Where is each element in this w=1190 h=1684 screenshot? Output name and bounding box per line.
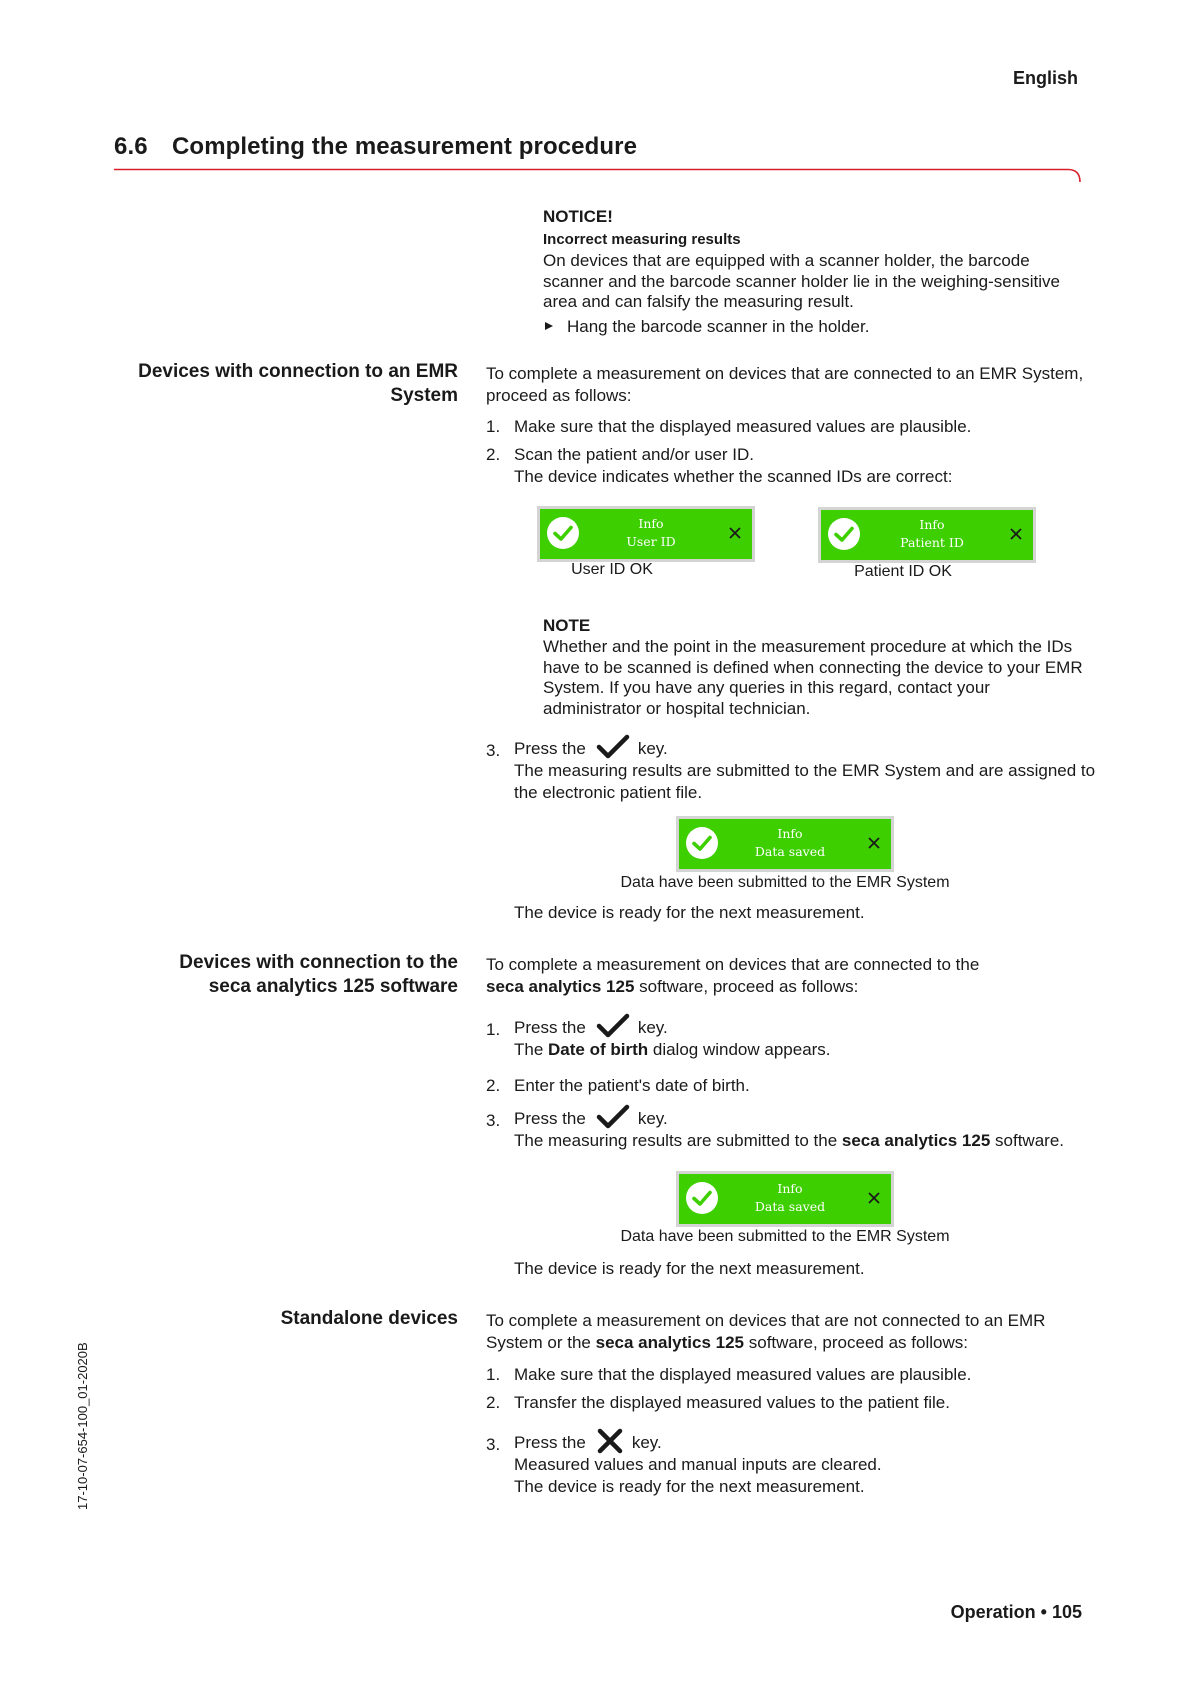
close-icon[interactable] xyxy=(1005,523,1027,545)
step-detail-post: dialog window appears. xyxy=(648,1040,831,1059)
language-label: English xyxy=(1012,68,1078,88)
notice-subtitle: Incorrect measuring results xyxy=(543,231,741,248)
standalone-heading: Standalone devices xyxy=(280,1308,458,1329)
step-detail-2: The device is ready for the next measurement. xyxy=(514,1477,865,1496)
step-number: 3. xyxy=(486,1111,501,1130)
close-icon[interactable] xyxy=(724,522,746,544)
standalone-step-1 xyxy=(486,1364,1096,1386)
step-number: 2. xyxy=(486,1393,501,1412)
step-detail xyxy=(514,1130,1096,1152)
standalone-intro-bold: seca analytics 125 xyxy=(595,1333,745,1352)
step-detail xyxy=(514,1039,1096,1061)
section-number: 6.6 xyxy=(114,133,148,160)
banner-line1: Info xyxy=(919,517,945,532)
banner-line1: Info xyxy=(777,826,803,841)
step-number: 3. xyxy=(486,1435,501,1454)
patient-id-banner xyxy=(818,507,1036,563)
emr-ready-text: The device is ready for the next measurement. xyxy=(514,903,865,922)
seca-data-saved-banner xyxy=(676,1171,894,1227)
step-text: Enter the patient's date of birth. xyxy=(514,1076,750,1095)
step-text: Make sure that the displayed measured values are plausible. xyxy=(514,417,972,436)
note-body: Whether and the point in the measurement procedure at which the IDs have to be scanned is defined when connecting the device to your EMR System. If you have any queries in this regard, contact your administrator or hospital technician. xyxy=(543,637,1083,718)
seca-ready-text: The device is ready for the next measurement. xyxy=(514,1259,865,1278)
emr-heading-line2: System xyxy=(390,385,458,406)
step-number: 2. xyxy=(486,445,501,464)
step-number: 3. xyxy=(486,741,501,760)
banner-line1: Info xyxy=(638,516,664,531)
step-text xyxy=(514,1428,1096,1454)
section-heading xyxy=(114,133,638,160)
step-text xyxy=(514,1013,1096,1039)
user-id-banner xyxy=(537,506,755,562)
seca-heading-line2: seca analytics 125 software xyxy=(208,976,458,997)
seca-step-1 xyxy=(486,1013,1096,1061)
step-detail-1: Measured values and manual inputs are cleared. xyxy=(514,1455,882,1474)
step-text-pre: Press the xyxy=(514,739,586,758)
seca-step-2 xyxy=(486,1075,1096,1097)
step-text-pre: Press the xyxy=(514,1109,586,1128)
step-number: 1. xyxy=(486,1020,501,1039)
standalone-step-2 xyxy=(486,1392,1096,1414)
step-text: Transfer the displayed measured values to the patient file. xyxy=(514,1393,950,1412)
step-detail-bold: seca analytics 125 xyxy=(841,1131,991,1150)
emr-data-saved-caption: Data have been submitted to the EMR System xyxy=(620,874,950,891)
notice-bullet-text: Hang the barcode scanner in the holder. xyxy=(567,316,870,336)
close-key-icon xyxy=(596,1428,624,1454)
banner-line2: User ID xyxy=(626,534,676,549)
step-text xyxy=(514,734,1096,760)
seca-step-3 xyxy=(486,1104,1096,1152)
notice-box xyxy=(543,206,1088,337)
emr-data-saved-banner xyxy=(676,816,894,872)
document-id: 17-10-07-654-100_01-2020B xyxy=(75,1342,90,1510)
step-number: 2. xyxy=(486,1076,501,1095)
emr-step-1 xyxy=(486,416,1096,438)
note-title: NOTE xyxy=(543,616,591,635)
step-text-post: key. xyxy=(637,1018,668,1037)
close-icon[interactable] xyxy=(863,1187,885,1209)
emr-step-2 xyxy=(486,444,1096,488)
seca-heading-line1: Devices with connection to the xyxy=(179,952,458,973)
banner-line2: Patient ID xyxy=(900,535,964,550)
checkmark-circle-icon xyxy=(686,1182,718,1214)
note-box xyxy=(543,615,1088,719)
step-detail: The measuring results are submitted to the EMR System and are assigned to the electronic patient file. xyxy=(514,761,1096,802)
step-detail-pre: The measuring results are submitted to the xyxy=(514,1131,842,1150)
check-key-icon xyxy=(596,734,630,760)
standalone-intro-post: software, proceed as follows: xyxy=(744,1333,968,1352)
section-title: Completing the measurement procedure xyxy=(172,133,638,160)
step-number: 1. xyxy=(486,417,501,436)
bullet-triangle-icon xyxy=(545,322,553,330)
seca-intro-line1: To complete a measurement on devices that are connected to the xyxy=(486,955,980,974)
notice-title: NOTICE! xyxy=(543,207,613,226)
emr-intro: To complete a measurement on devices that are connected to an EMR System, proceed as follows: xyxy=(486,364,1084,405)
step-detail-pre: The xyxy=(514,1040,549,1059)
step-text-post: key. xyxy=(637,739,668,758)
step-text-post: key. xyxy=(637,1109,668,1128)
step-detail: The device indicates whether the scanned IDs are correct: xyxy=(514,467,953,486)
seca-intro-bold: seca analytics 125 xyxy=(486,977,635,996)
checkmark-circle-icon xyxy=(547,517,579,549)
standalone-step-3 xyxy=(486,1428,1096,1498)
check-key-icon xyxy=(596,1104,630,1130)
user-id-caption: User ID OK xyxy=(571,561,653,578)
checkmark-circle-icon xyxy=(828,518,860,550)
emr-heading xyxy=(100,360,458,408)
step-number: 1. xyxy=(486,1365,501,1384)
patient-id-caption: Patient ID OK xyxy=(854,563,952,580)
seca-intro-rest: software, proceed as follows: xyxy=(634,977,859,996)
step-text: Scan the patient and/or user ID. xyxy=(514,445,755,464)
checkmark-circle-icon xyxy=(686,827,718,859)
seca-intro-line2 xyxy=(486,976,1096,998)
seca-data-saved-caption: Data have been submitted to the EMR System xyxy=(620,1228,950,1245)
banner-line1: Info xyxy=(777,1181,803,1196)
notice-bullet xyxy=(543,316,1088,337)
seca-intro xyxy=(486,954,1096,998)
close-icon[interactable] xyxy=(863,832,885,854)
step-text xyxy=(514,1104,1096,1130)
emr-heading-line1: Devices with connection to an EMR xyxy=(138,361,458,382)
banner-line2: Data saved xyxy=(754,844,826,859)
step-text-post: key. xyxy=(631,1433,662,1452)
banner-line2: Data saved xyxy=(754,1199,826,1214)
step-text-pre: Press the xyxy=(514,1018,586,1037)
step-text: Make sure that the displayed measured values are plausible. xyxy=(514,1365,972,1384)
step-detail-bold: Date of birth xyxy=(548,1040,649,1059)
notice-body: On devices that are equipped with a scanner holder, the barcode scanner and the barcode scanner holder lie in the weighing-sensitive area and can falsify the measuring result. xyxy=(543,251,1060,311)
step-detail-post: software. xyxy=(990,1131,1064,1150)
standalone-intro xyxy=(486,1310,1086,1354)
emr-step-3 xyxy=(486,734,1096,804)
page-footer: Operation • 105 xyxy=(950,1602,1082,1622)
seca-heading xyxy=(100,951,458,999)
section-rule xyxy=(114,168,1082,186)
step-text-pre: Press the xyxy=(514,1433,586,1452)
standalone-intro-pre: To complete a measurement on devices that are not connected to an EMR System or the xyxy=(486,1311,1046,1352)
check-key-icon xyxy=(596,1013,630,1039)
